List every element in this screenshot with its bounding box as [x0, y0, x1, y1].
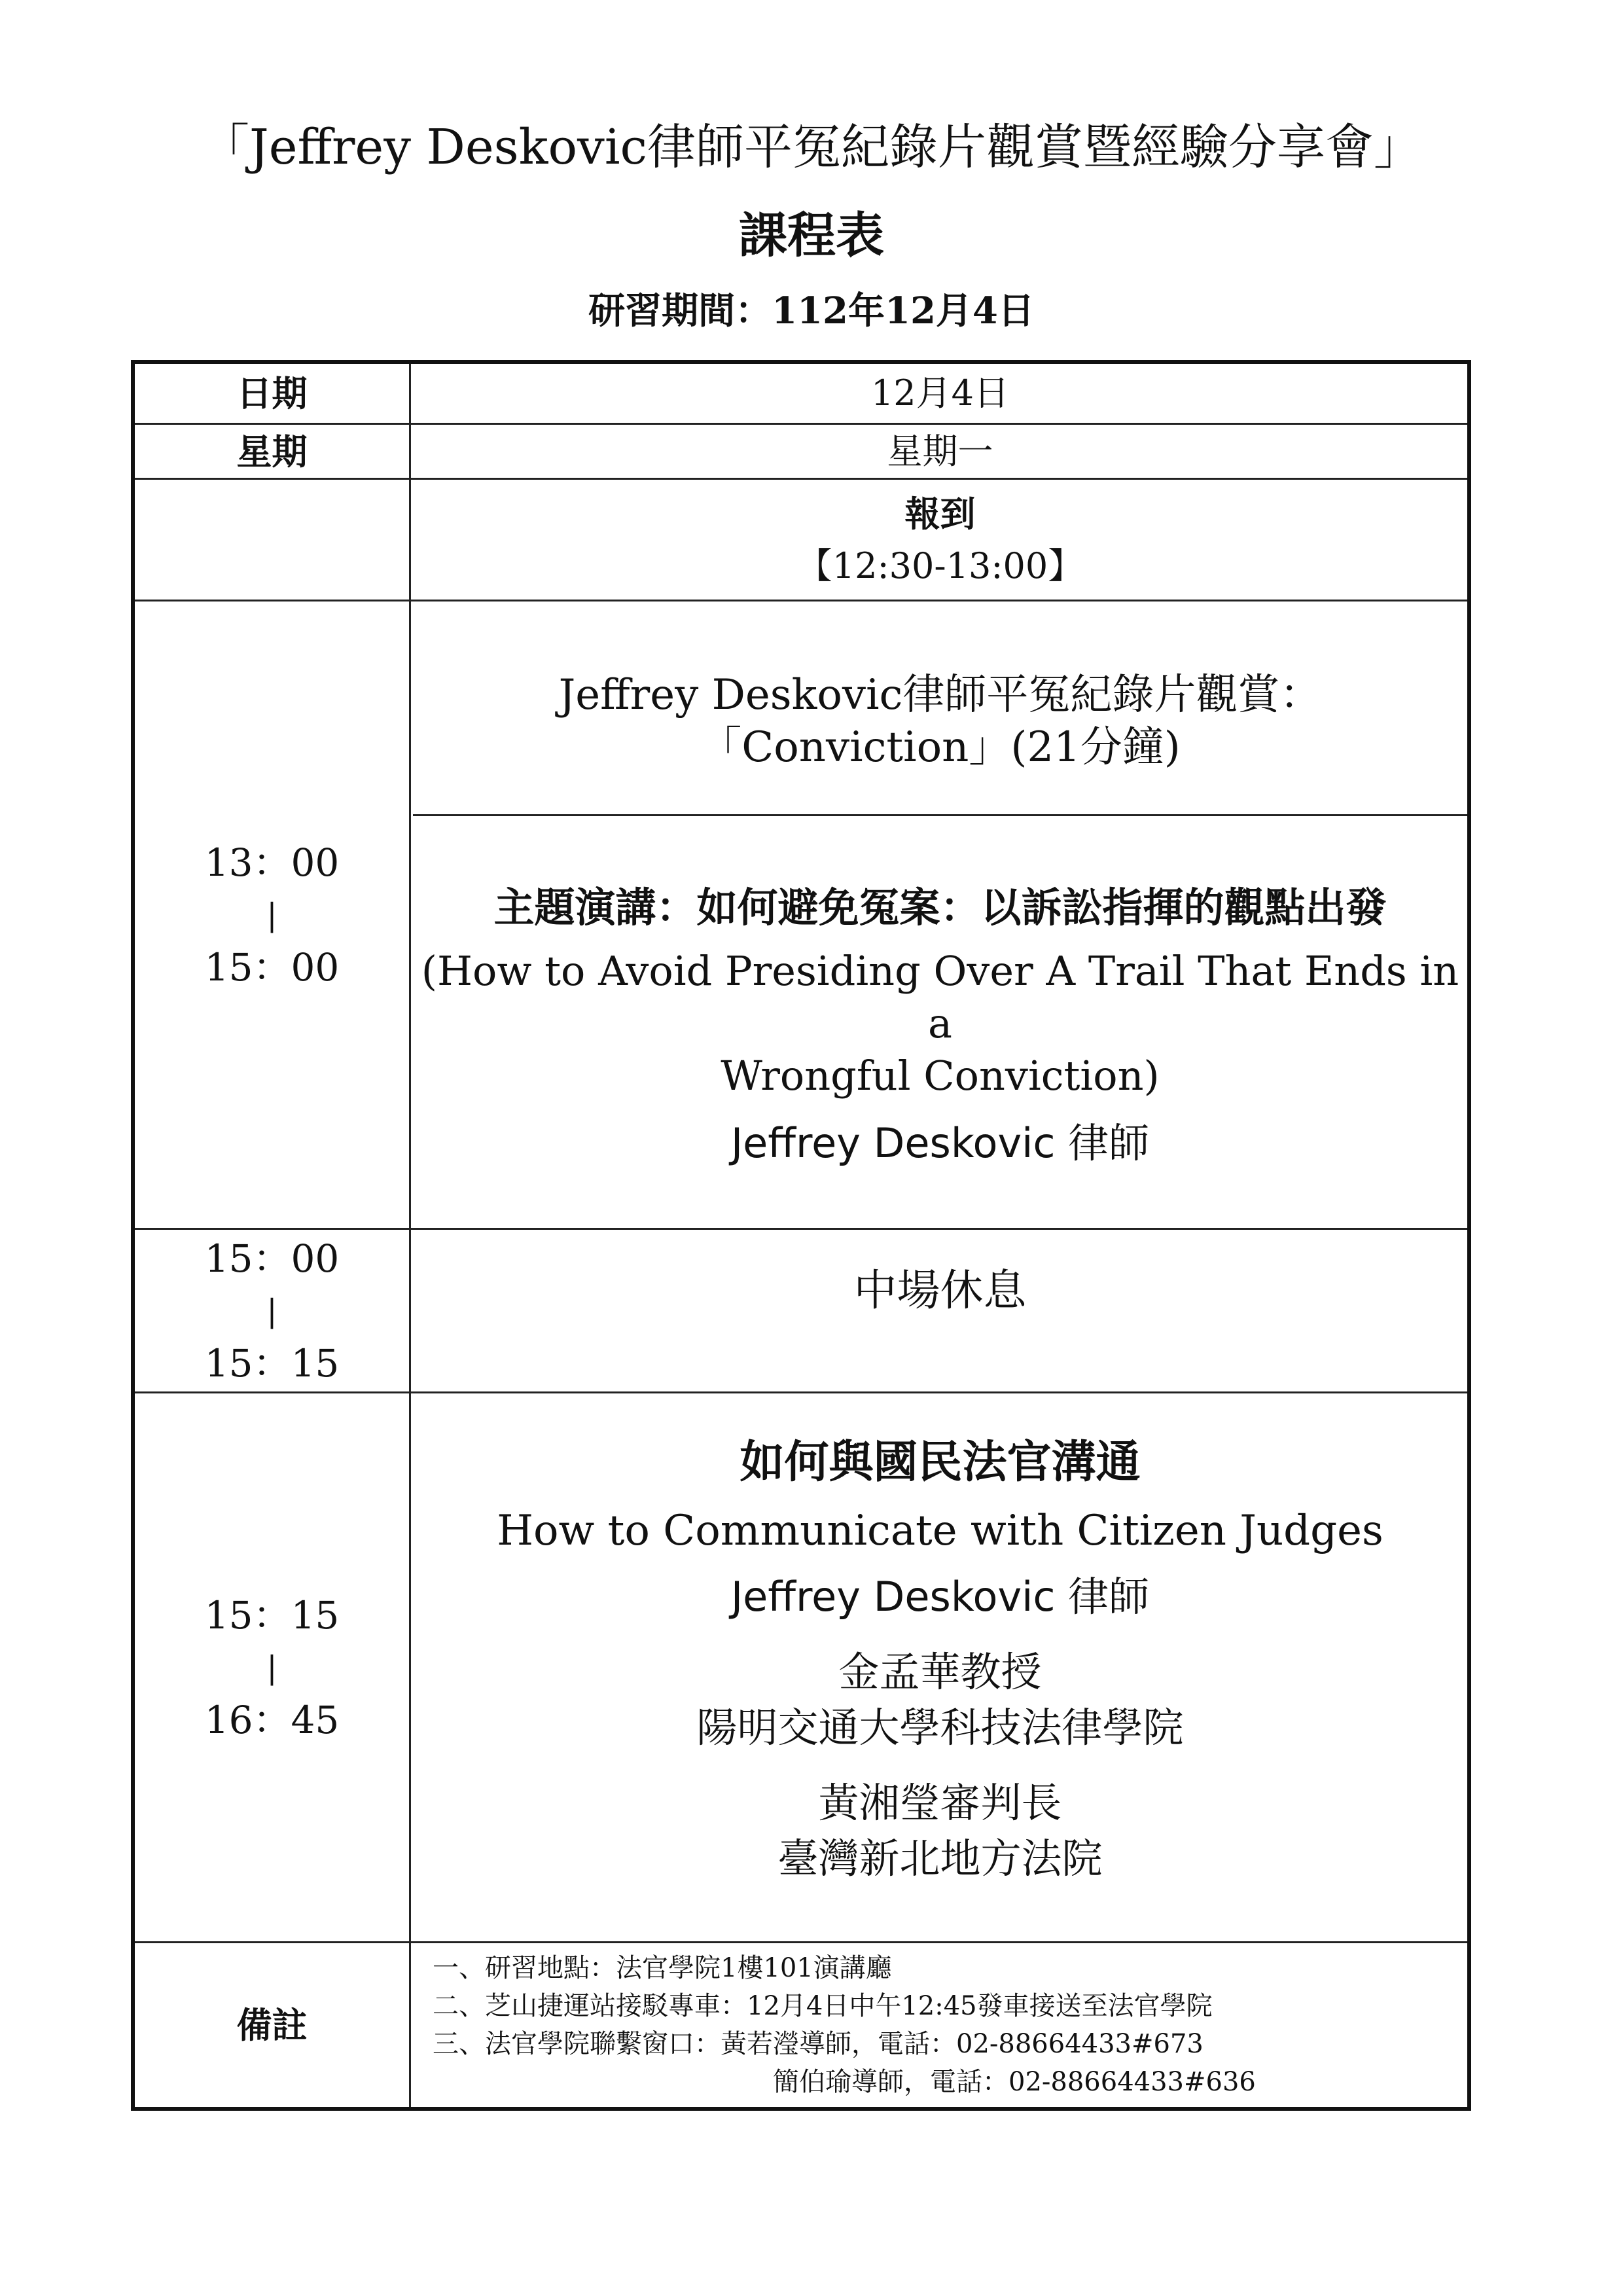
- training-period: 研習期間：112年12月4日: [588, 289, 1035, 332]
- note-contact-1: 三、法官學院聯繫窗口：黃若瀅導師，電話：02-88664433#673: [433, 2029, 1204, 2059]
- break-time-separator: |: [266, 1292, 277, 1329]
- keynote-english-line1: (How to Avoid Presiding Over A Trail That Ends in a: [421, 947, 1459, 1047]
- weekday-label: 星期: [236, 430, 308, 473]
- film-screening-line1: Jeffrey Deskovic律師平冤紀錄片觀賞：: [558, 670, 1322, 719]
- session1-time-separator: |: [266, 896, 277, 933]
- row-session-1: [135, 600, 1467, 1228]
- session2-speaker1: Jeffrey Deskovic 律師: [730, 1573, 1150, 1621]
- session2-end-time: 16：45: [204, 1697, 340, 1742]
- film-screening-line2: 「Conviction」(21分鐘): [700, 723, 1181, 772]
- row-break: [135, 1228, 1467, 1391]
- session2-speaker3-name: 黃湘瑩審判長: [818, 1779, 1062, 1827]
- keynote-english-line2: Wrongful Conviction): [721, 1052, 1160, 1100]
- document-title: 「Jeffrey Deskovic律師平冤紀錄片觀賞暨經驗分享會」: [201, 119, 1422, 175]
- break-end-time: 15：15: [204, 1340, 340, 1386]
- session2-time-separator: |: [266, 1649, 277, 1686]
- row-session-2: [135, 1391, 1467, 1941]
- break-start-time: 15：00: [204, 1236, 340, 1281]
- session2-start-time: 15：15: [204, 1592, 340, 1638]
- checkin-label: 報到: [904, 492, 976, 535]
- note-shuttle: 二、芝山捷運站接駁專車：12月4日中午12:45發車接送至法官學院: [433, 1991, 1213, 2021]
- date-value: 12月4日: [870, 372, 1010, 414]
- session2-title: 如何與國民法官溝通: [740, 1436, 1141, 1488]
- session2-speaker2-name: 金孟華教授: [838, 1648, 1042, 1696]
- row-weekday: [135, 423, 1467, 478]
- keynote-cell: [413, 816, 1467, 1228]
- keynote-title: 主題演講：如何避免冤案：以訴訟指揮的觀點出發: [493, 884, 1387, 931]
- notes-label: 備註: [236, 2004, 308, 2046]
- date-label: 日期: [236, 372, 308, 414]
- break-label: 中場休息: [853, 1265, 1027, 1316]
- row-notes: [135, 1941, 1467, 2107]
- note-venue: 一、研習地點：法官學院1樓101演講廳: [433, 1953, 892, 1983]
- keynote-speaker: Jeffrey Deskovic 律師: [730, 1119, 1150, 1167]
- row-checkin: [135, 478, 1467, 600]
- session2-title-english: How to Communicate with Citizen Judges: [497, 1507, 1383, 1555]
- row-date: [135, 364, 1467, 423]
- session2-speaker2-org: 陽明交通大學科技法律學院: [696, 1704, 1184, 1751]
- film-screening-cell: [413, 601, 1467, 827]
- schedule-table: [131, 360, 1471, 2111]
- session1-end-time: 15：00: [204, 944, 340, 990]
- weekday-value: 星期一: [887, 430, 993, 472]
- document-subtitle: 課程表: [739, 207, 884, 264]
- session2-speaker3-org: 臺灣新北地方法院: [777, 1835, 1103, 1882]
- session1-start-time: 13：00: [204, 840, 340, 885]
- checkin-time: 【12:30-13:00】: [796, 545, 1084, 586]
- note-contact-2: 簡伯瑜導師，電話：02-88664433#636: [773, 2067, 1256, 2097]
